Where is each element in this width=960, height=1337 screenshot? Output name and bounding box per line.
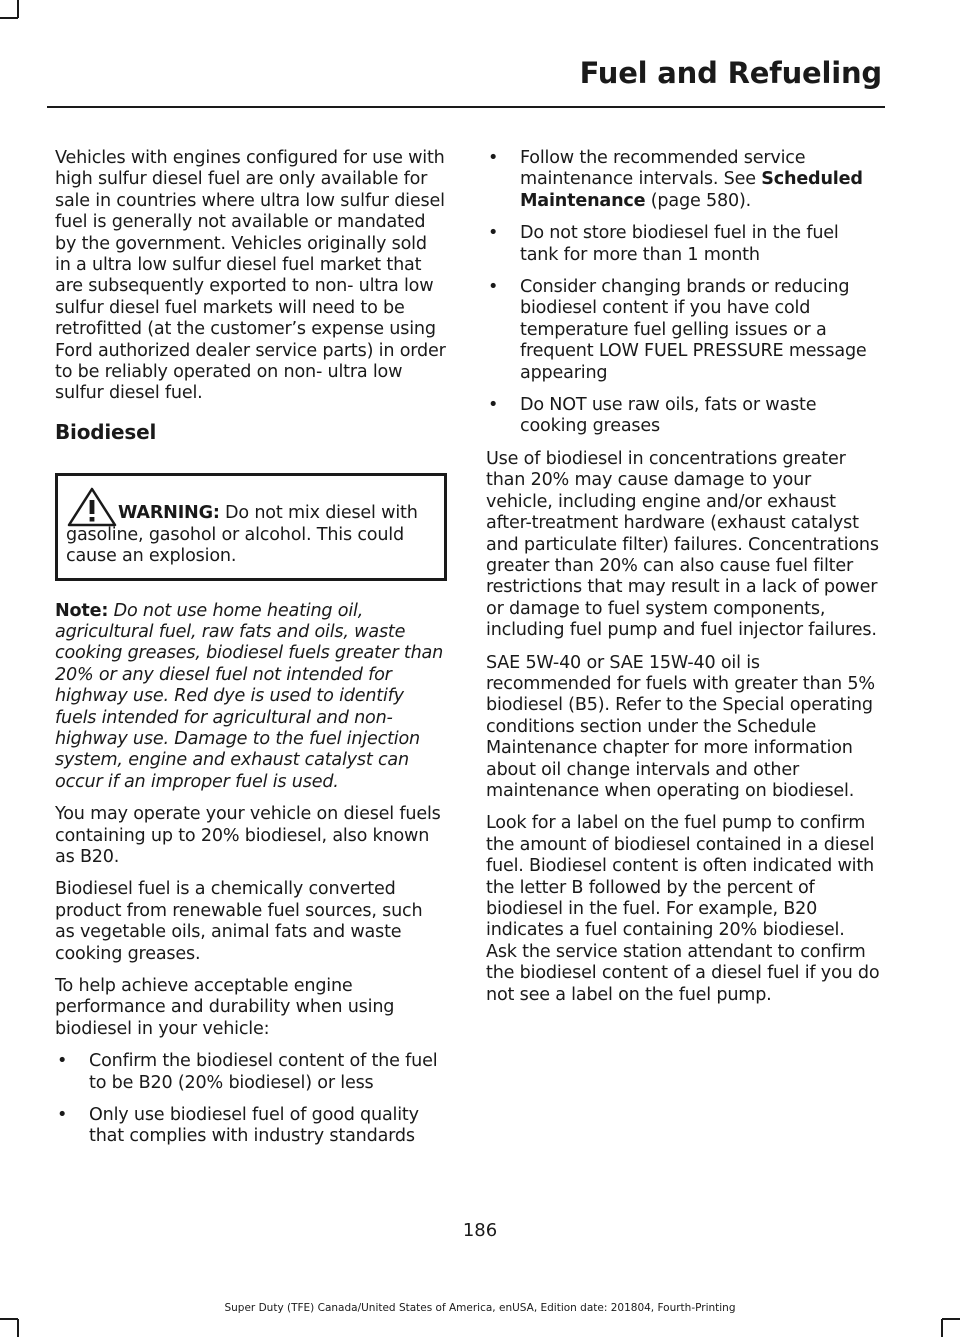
list-item (55, 1105, 447, 1148)
list-item-text: Confirm the biodiesel content of the fuel to be B20 (20% biodiesel) or less (89, 1051, 438, 1093)
paragraph: Look for a label on the fuel pump to confirm the amount of biodiesel contained in a diesel fuel. Biodiesel content is often indicated with the letter B followed by the percent of biodiesel in the fuel. For example, B20 indicates a fuel containing 20% biodiesel. Ask the service station attendant to confirm the biodiesel content of a diesel fuel if you do not see a label on the fuel pump. (486, 813, 880, 1005)
list-item-text: Do not store biodiesel fuel in the fuel tank for more than 1 month (520, 223, 839, 265)
list-item-text: Follow the recommended service maintenance intervals. See (520, 148, 806, 190)
page-reference: (page 580). (645, 190, 752, 211)
list-item-text: Consider changing brands or reducing biodiesel content if you have cold temperature fuel gelling issues or a frequent LOW FUEL PRESSURE message appearing (520, 277, 867, 383)
paragraph: You may operate your vehicle on diesel fuels containing up to 20% biodiesel, also known as B20. (55, 804, 441, 867)
page-title: Fuel and Refueling (579, 56, 882, 90)
paragraph: To help achieve acceptable engine performance and durability when using biodiesel in your vehicle: (55, 976, 395, 1039)
scheduled-maintenance-link[interactable]: Scheduled Maintenance (520, 169, 863, 211)
crop-mark (0, 17, 18, 19)
warning-text (66, 503, 436, 567)
list-item-text: Do NOT use raw oils, fats or waste cooking greases (520, 395, 817, 437)
list-item (486, 148, 880, 212)
bullet-list (486, 148, 880, 438)
crop-mark (17, 1319, 19, 1337)
note-paragraph (55, 601, 447, 794)
list-item (486, 223, 880, 266)
right-column (486, 148, 880, 1017)
list-item (55, 1051, 447, 1094)
bullet-icon: • (488, 223, 499, 244)
warning-box (55, 473, 447, 580)
crop-mark (942, 1318, 960, 1320)
list-item (486, 277, 880, 384)
intro-paragraph: Vehicles with engines configured for use with high sulfur diesel fuel are only available for sale in countries where ultra low sulfur diesel fuel is generally not available or mandated by the government. Vehicles originally sold in a ultra low sulfur diesel fuel market that are subsequently exported to non- ultra low sulfur diesel fuel markets will need to be retrofitted (at the customer’s expense using Ford authorized dealer service parts) in order to be reliably operated on non- ultra low sulfur diesel fuel. (55, 148, 446, 404)
note-label: Note: (55, 600, 109, 621)
warning-triangle-icon (66, 486, 118, 528)
paragraph: SAE 5W-40 or SAE 15W-40 oil is recommended for fuels with greater than 5% biodiesel (B5). Refer to the Special operating conditions section under the Schedule Maintenance chapter for more information about oil change intervals and other maintenance when operating on biodiesel. (486, 652, 875, 801)
crop-mark (941, 1319, 943, 1337)
page-number: 186 (462, 1220, 498, 1241)
list-item-text: Only use biodiesel fuel of good quality that complies with industry standards (89, 1105, 419, 1147)
bullet-icon: • (488, 148, 499, 168)
warning-label: WARNING: (118, 503, 220, 524)
bullet-icon: • (488, 277, 499, 298)
warning-body: Do not mix diesel with gasoline, gasohol or alcohol. This could cause an explosion. (66, 503, 418, 567)
section-heading: Biodiesel (55, 419, 157, 444)
crop-mark (0, 1318, 18, 1320)
bullet-icon: • (488, 395, 499, 416)
bullet-icon: • (57, 1105, 68, 1126)
bullet-list (55, 1051, 447, 1148)
crop-mark (17, 0, 19, 18)
left-column (55, 148, 447, 1159)
paragraph: Use of biodiesel in concentrations greater than 20% may cause damage to your vehicle, including engine and/or exhaust after-treatment hardware (exhaust catalyst and particulate filter) failures. Concentrations greater than 20% can also cause fuel filter restrictions that may result in a lack of power or damage to fuel system components, including fuel pump and fuel injector failures. (486, 448, 879, 641)
header-rule (47, 106, 885, 108)
bullet-icon: • (57, 1051, 68, 1072)
note-body: Do not use home heating oil, agricultural fuel, raw fats and oils, waste cooking greases, biodiesel fuels greater than 20% or any diesel fuel not intended for highway use. Red dye is used to identify fuels intended for agricultural and non-highway use. Damage to the fuel injection system, engine and exhaust catalyst can occur if an improper fuel is used. (55, 600, 444, 792)
list-item (486, 395, 880, 438)
footer-text: Super Duty (TFE) Canada/United States of America, enUSA, Edition date: 201804, Fourth-Printing (224, 1302, 736, 1314)
paragraph: Biodiesel fuel is a chemically converted product from renewable fuel sources, such as vegetable oils, animal fats and waste cooking greases. (55, 879, 423, 964)
